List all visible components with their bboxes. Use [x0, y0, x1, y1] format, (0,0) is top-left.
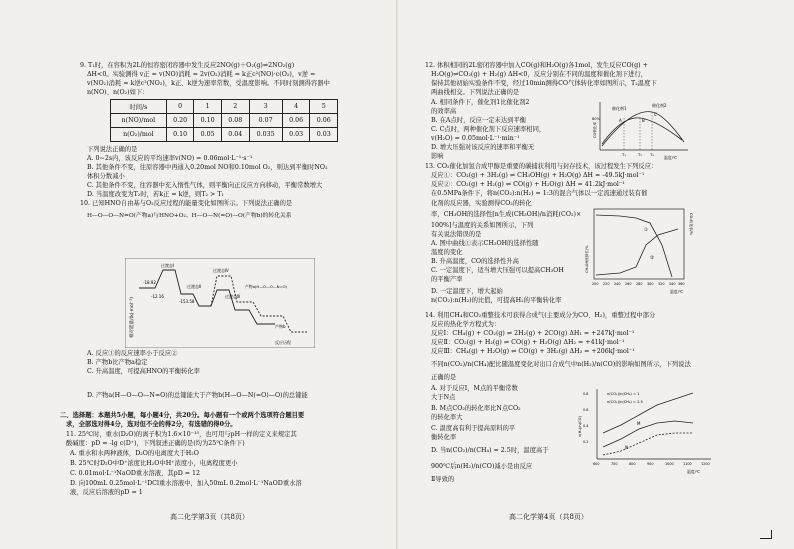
q14-option-a: A. 对于反应Ⅰ，M点的平衡常数	[431, 385, 518, 392]
q14-line-7: 正确的是	[431, 374, 457, 381]
q11-line-2: 酸碱度：pD = -lg c(D⁺)，下列叙述正确的是(均为25℃条件下)	[66, 440, 245, 447]
q14-option-d-cont: Ⅱ导致的	[431, 476, 455, 483]
q12-curve-2	[602, 112, 684, 146]
q14-curve-mid	[603, 421, 693, 447]
diagram-label: -153.58	[179, 299, 195, 304]
q13-xtick: 360	[678, 282, 685, 286]
diagram-label: 过渡态Ⅰ	[161, 263, 175, 268]
q9-option-b: B. 其他条件不变，往原容器中再通入0.20mol NO和0.10mol O₂，则达到平衡时NO₂	[87, 164, 328, 171]
q13-xtick: 260	[625, 282, 632, 286]
q14-line-1: 14. 利用CH₄和CO₂重整技术可获得合成气(主要成分为CO、H₂)，重整过程中部分	[425, 312, 656, 319]
q13-line-7: 100%]与温度的关系如图所示，下列	[431, 222, 534, 229]
q14-line-5: 反应Ⅲ：CH₄(g) + H₂O(g) ⇌ CO(g) + 3H₂(g) ΔH₃ = +206kJ·mol⁻¹	[431, 348, 635, 355]
table-cell: n(NO)/mol	[111, 114, 167, 128]
q14-xtick: 1000	[665, 462, 674, 466]
q13-plot-frame	[594, 209, 684, 279]
energy-diagram	[125, 258, 315, 348]
q13-line-3: 反应②：CO₂(g) + H₂(g) ⇌ CO(g) + H₂O(g) ΔH = 41.2kJ·mol⁻¹	[431, 181, 625, 188]
q13-xlabel: 温度/℃	[670, 289, 684, 294]
table-cell: 0.10	[194, 114, 222, 128]
table-cell: 0.07	[249, 114, 282, 128]
q12-option-a: A. 相同条件下，催化剂1比催化剂2	[431, 99, 530, 106]
q9-option-d: D. 当温度改变为T₂时，若k正 = k逆，则T₂ > T₁	[87, 191, 225, 198]
q13-ylabel-left: CH₃OH选择性/%	[585, 245, 589, 273]
q14-xtick: 900	[647, 462, 654, 466]
q12-xtick: T₁	[622, 152, 626, 157]
q11-option-b: B. 25℃时D₂O中D⁺浓度比H₂O中H⁺浓度小，电离程度更小	[70, 460, 238, 467]
table-cell: 0.06	[282, 114, 310, 128]
q12-option-a-cont: 的效率高	[431, 108, 457, 115]
table-header-cell: 时间/s	[111, 100, 167, 114]
table-cell: 0.03	[310, 128, 338, 142]
right-page	[397, 0, 794, 549]
q14-line-2: 反应的热化学方程式为：	[431, 321, 501, 328]
section-2-title: 二、选择题：本题共5小题，每小题4分，共20分。每小题有一个或两个选项符合题目要	[60, 412, 305, 419]
left-page-footer: 高二化学第3页（共8页）	[170, 513, 249, 521]
q14-legend-1: n(CO₂)/n(CH₄) = 1	[607, 392, 640, 396]
q14-option-b-cont: 的转化率大	[431, 414, 463, 421]
q12-option-c-cont: v(H₂O) = 0.05mol·L⁻¹·min⁻¹	[431, 135, 520, 142]
q14-line-4: 反应Ⅱ：CO₂(g) + H₂(g) ⇌ CO(g) + H₂O(g) ΔH₂ = +41kJ·mol⁻¹	[431, 339, 625, 346]
diagram-label: 过渡态Ⅲ	[225, 294, 240, 299]
q10-line-2: H—O—O—N=O(产物a)与HNO+O₂、H—O—N(=O)—O(产物b)的转化关系	[87, 213, 292, 219]
q13-xtick: 300	[647, 282, 654, 286]
diagram-label: 过渡态Ⅳ	[213, 268, 229, 273]
q14-option-c: C. 温度高有利于提高原料的平	[431, 425, 516, 432]
table-header-row	[111, 100, 338, 114]
q9-line-4: n(NO)、n(O₂)如下：	[87, 89, 149, 96]
q14-xtick: 1200	[701, 462, 710, 466]
diagram-label: 过渡态Ⅱ	[187, 284, 201, 289]
q13-option-a-cont: 温度的变化	[431, 249, 463, 256]
q13-xtick: 320	[658, 282, 665, 286]
diagram-label: 产物a(H—O—O—N=O)	[245, 284, 288, 289]
q11-option-d-cont: 液，反应后溶液的pD = 1	[70, 489, 143, 496]
q12-xtick: T₂	[638, 152, 642, 157]
q11-option-c: C. 0.01mol·L⁻¹NaOD重水溶液，其pD = 12	[70, 470, 201, 477]
q13-xtick: 280	[636, 282, 643, 286]
q12-option-c: C. C点时，两种催化剂下反应速率相同，	[431, 126, 546, 133]
q12-ytick: 80%	[592, 117, 600, 121]
q13-option-d-cont: n(CO₂):n(H₂)的比值，可提高H₂的平衡转化率	[431, 297, 562, 304]
q13-line-6: 率，CH₃OH的选择性[n生成(CH₃OH)/n消耗(CO₂)×	[431, 211, 582, 218]
table-cell: 0.05	[194, 128, 222, 142]
q13-xtick: 200	[592, 282, 599, 286]
q10-option-d: D. 产物a(H—O—O—N=O)的总键能大于产物b(H—O—N(=O)—O)的总键能	[87, 392, 308, 399]
q11-option-a: A. 重水和水两种液体，D₂O的电离度大于H₂O	[70, 450, 199, 457]
q9-stem: 下列说法正确的是	[87, 146, 138, 153]
q13-option-c: C. 一定温度下，适当增大压强可以提高CH₃OH	[431, 267, 564, 274]
q14-line-6: 不同n(CO₂)/n(CH₄)配比随温度变化对出口合成气中n(H₂)/n(CO)的影响如图所示，下列说法	[431, 361, 691, 368]
section-2-title-cont: 求，全部选对得4分，选对但不全的得2分，有选错的得0分。	[66, 421, 237, 428]
diagram-xlabel: 反应历程	[275, 340, 291, 345]
q12-curve-2-label: 催化剂2	[652, 103, 667, 108]
table-cell: n(O₂)/mol	[111, 128, 167, 142]
q9-data-table	[110, 99, 338, 142]
q12-ylabel: CO转化率	[593, 121, 597, 138]
q14-chart	[577, 385, 717, 477]
q11-line-1: 11. 25℃时，重水(D₂O)的离子积为1.6×10⁻¹⁵，也可用与pH一样的定义来规定其	[66, 431, 297, 438]
q12-point-a: A	[619, 118, 622, 123]
q13-line-8: 有关说法错误的是	[431, 231, 482, 238]
q13-line-2: 反应①：CO₂(g) + 3H₂(g) ⇌ CH₃OH(g) + H₂O(g) ΔH = -49.5kJ·mol⁻¹	[431, 172, 645, 179]
q13-line-4: 在0.5MPa条件下，将n(CO₂):n(H₂) = 1:3的混合气体以一定流速通过装有催	[431, 190, 648, 197]
q13-option-b: B. 升高温度，CO的选择性升高	[431, 258, 519, 265]
q14-xlabel: 温度/℃	[687, 469, 701, 474]
q12-option-d-cont: 影响	[431, 153, 444, 160]
q10-option-c: C. 升高温度，可提高HNO的平衡转化率	[87, 368, 200, 375]
q10-line-1: 10. 已知HNO自由基与O₂反应过程的能量变化如图所示。下列说法正确的是	[80, 200, 293, 207]
q13-curve-2	[596, 229, 678, 275]
q9-line-2: ΔH<0。实验测得 v正 = v(NO)消耗 = 2v(O₂)消耗 = k正c²(NO)·c(O₂)，v逆 =	[87, 71, 316, 78]
q13-chart	[580, 205, 700, 295]
q9-option-c: C. 其他条件不变，往容器中充入惰性气体，则平衡向正反应方向移动，平衡常数增大	[87, 182, 323, 189]
q13-line-5: 化剂的反应器，实验测得CO₂的转化	[431, 200, 532, 207]
q14-option-a-cont: 大于N点	[431, 394, 456, 401]
q14-xtick: 600	[593, 462, 600, 466]
q9-option-b-cont: 体积分数减小	[87, 173, 125, 180]
q14-option-b: B. M点CO₂的转化率比N点CO₂	[431, 405, 521, 412]
table-row	[111, 114, 338, 128]
table-cell: 0.08	[221, 114, 249, 128]
right-page-footer: 高二化学第4页（共8页）	[509, 513, 588, 521]
q14-option-d-cont: 900℃后n(H₂)/n(CO)减小是由反应	[431, 463, 533, 470]
q14-ytick: 0.8	[583, 392, 589, 396]
q12-chart	[592, 98, 692, 160]
q11-option-d: D. 向100mL 0.25mol·L⁻¹DCl重水溶液中，加入50mL 0.2mol·L⁻¹NaOD重水溶	[70, 480, 302, 487]
q13-option-a: A. 图中曲线①表示CH₃OH的选择性随	[431, 240, 539, 247]
q9-line-1: 9. T₁时，在容积为2L的恒容密闭容器中发生反应2NO(g)＋O₂(g)⇌2NO₂(g)	[80, 62, 295, 69]
q12-line-3: 保持其他初始实验条件不变，经过10min测得CO气体转化率如图所示，T₂温度下	[431, 80, 657, 87]
q12-point-c: C	[654, 112, 657, 117]
q9-option-a: A. 0~2s内，该反应的平均速率v(NO) = 0.06mol·L⁻¹·s⁻¹	[87, 155, 253, 162]
q14-legend-2: n(CO₂)/n(CH₄) = 2.5	[607, 400, 643, 404]
q14-curve-top	[603, 393, 693, 433]
q12-point-b: B	[642, 118, 645, 123]
q13-curve-2-label: ②	[650, 256, 655, 261]
table-cell: 0.035	[249, 128, 282, 142]
table-cell: 0.10	[166, 128, 194, 142]
q12-option-b: B. 在A点时，反应一定未达到平衡	[431, 117, 527, 124]
table-header-cell: 4	[282, 100, 310, 114]
table-cell: 0.03	[282, 128, 310, 142]
energy-levels	[139, 270, 307, 332]
table-cell: 0.04	[221, 128, 249, 142]
q13-option-d: D. 一定温度下，增大起始	[431, 288, 503, 295]
table-header-cell: 5	[310, 100, 338, 114]
table-header-cell: 1	[194, 100, 222, 114]
q13-xtick: 240	[614, 282, 621, 286]
q12-line-2: H₂O(g)⇌CO₂(g) + H₂(g) ΔH<0，反应分别在不同的温度和催化剂下进行，	[431, 71, 648, 78]
q14-ytick: 0.4	[583, 424, 589, 428]
q13-xtick: 220	[603, 282, 610, 286]
q14-curve-low	[603, 433, 693, 455]
q13-line-1: 13. CO₂催化加氢合成甲醇是重要的碳捕获利用与封存技术，该过程发生下列反应：	[425, 163, 658, 170]
table-header-cell: 0	[166, 100, 194, 114]
q14-ytick: 0.6	[583, 408, 589, 412]
q14-point-m: M	[637, 421, 641, 426]
diagram-label: -12.16	[151, 294, 164, 299]
q14-option-c-cont: 衡转化率	[431, 434, 457, 441]
diagram-label: -18.92	[143, 280, 156, 285]
q14-xtick: 800	[629, 462, 636, 466]
q13-ylabel-right: CO₂转化率/%	[689, 213, 693, 236]
q13-option-c-cont: 的平衡产率	[431, 276, 463, 283]
q9-line-3: v(NO₂)消耗 = k逆c²(NO₂)，k正、k逆为速率常数，受温度影响。不同时刻测得容器中	[87, 80, 330, 87]
diagram-ylabel: 相对能量/(kJ·mol⁻¹)	[130, 297, 135, 338]
table-cell: 0.06	[310, 114, 338, 128]
table-header-cell: 2	[221, 100, 249, 114]
q14-xtick: 700	[611, 462, 618, 466]
table-header-cell: 3	[249, 100, 282, 114]
q14-point-n: N	[625, 445, 628, 450]
q14-option-d: D. 当n(CO₂)/n(CH₄) = 2.5时，温度高于	[431, 447, 549, 454]
q12-xtick: T₃	[650, 152, 654, 157]
q12-xlabel: 温度/℃	[664, 155, 678, 160]
crop-mark	[771, 530, 772, 539]
q14-ytick: 0.2	[583, 440, 589, 444]
q14-line-3: 反应Ⅰ：CH₄(g) + CO₂(g) ⇌ 2H₂(g) + 2CO(g) ΔH₁ = +247kJ·mol⁻¹	[431, 330, 635, 337]
q14-ylabel: n(H₂)/n(CO)	[578, 416, 582, 437]
q12-line-4: 两曲线相交。下列说法正确的是	[431, 89, 520, 96]
q13-curve-1-label: ①	[644, 228, 649, 233]
q13-xtick: 340	[669, 282, 676, 286]
table-cell: 0.20	[166, 114, 194, 128]
q12-line-1: 12. 体积相同的2L密闭容器中加入CO(g)和H₂O(g)各1mol，发生反应CO(g) +	[425, 62, 648, 69]
q12-curve-1-label: 催化剂1	[612, 106, 627, 111]
table-row	[111, 128, 338, 142]
diagram-label: 产物b	[275, 324, 286, 329]
q12-option-d: D. 增大压强对该反应的速率和平衡无	[431, 144, 535, 151]
q14-xtick: 1100	[683, 462, 692, 466]
q10-option-b: B. 产物b比产物a稳定	[87, 359, 148, 366]
q10-option-a: A. 反应①的反应速率小于反应②	[87, 350, 178, 357]
